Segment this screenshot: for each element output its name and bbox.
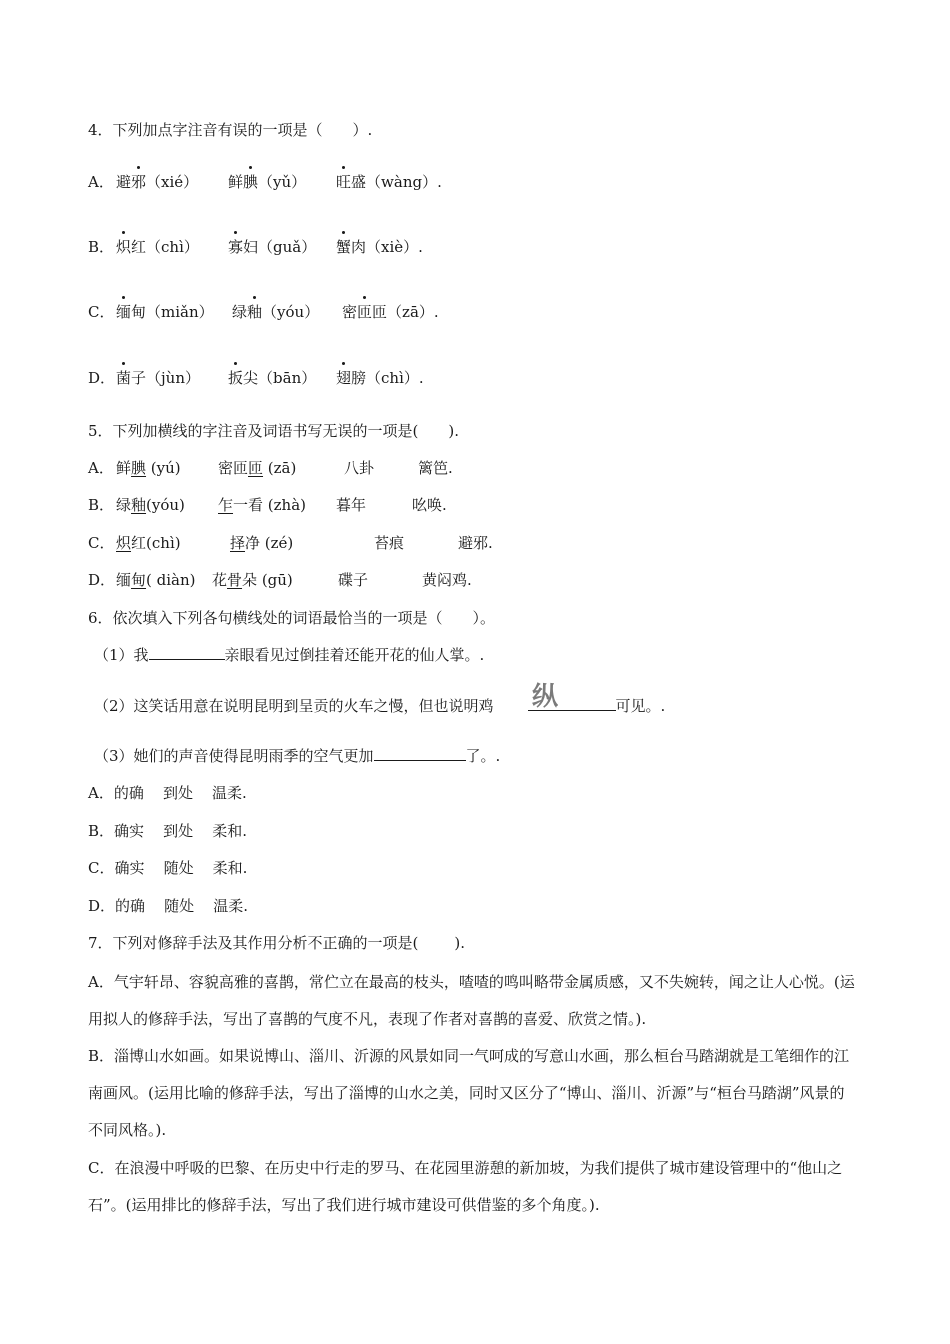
- q5-option-d-col3: 碟子: [338, 571, 369, 589]
- q4-option-a-word3: 旺盛（wàng）.: [336, 173, 442, 191]
- q4-option-b-label[interactable]: B．: [88, 238, 115, 256]
- q7-option-b[interactable]: B．淄博山水如画。如果说博山、淄川、沂源的风景如同一气呵成的写意山水画，那么桓台马踏湖就是工笔细作的江南画风。(运用比喻的修辞手法，写出了淄博的山水之美，同时又区分了“博山、淄川、沂源”与“桓台马踏湖”风景的不同风格。).: [88, 1047, 850, 1139]
- q4-option-d-word1: 菌子（jùn）: [116, 369, 201, 387]
- q6-sentence-2: （2）这笑话用意在说明昆明到呈贡的火车之慢，但也说明鸡 可见。.: [94, 697, 666, 715]
- q5-option-c-col3: 苔痕: [374, 534, 405, 552]
- q5-option-d-col2: 花骨朵 (gū): [212, 571, 293, 589]
- q7-option-c[interactable]: C．在浪漫中呼吸的巴黎、在历史中行走的罗马、在花园里游憩的新加坡，为我们提供了城市建设管理中的“他山之石”。(运用排比的修辞手法，写出了我们进行城市建设可供借鉴的多个角度。).: [88, 1159, 843, 1214]
- watermark-stamp: 纵: [532, 682, 559, 712]
- q4-option-c-word1: 缅甸（miǎn）: [116, 303, 214, 321]
- q4-option-d-word2: 扳尖（bān）: [228, 369, 317, 387]
- q5-option-a-col1: 鲜腆 (yú): [116, 459, 181, 477]
- q4-option-c-label[interactable]: C．: [88, 303, 115, 321]
- q4-option-d-word3: 翅膀（chì）.: [336, 369, 424, 387]
- q5-option-b-col1: 绿釉(yóu): [116, 496, 185, 514]
- q4-stem: 4．下列加点字注音有误的一项是（ ）.: [88, 121, 373, 139]
- q4-option-b-word3: 蟹肉（xiè）.: [336, 238, 423, 256]
- q5-option-c-col4: 避邪.: [458, 534, 493, 552]
- q7-option-a[interactable]: A．气宇轩昂、容貌高雅的喜鹊，常伫立在最高的枝头，喳喳的鸣叫略带金属质感，又不失婉转，闻之让人心悦。(运用拟人的修辞手法，写出了喜鹊的气度不凡，表现了作者对喜鹊的喜爱、欣赏之情。).: [88, 973, 855, 1028]
- q6-option-d[interactable]: D．的确 随处 温柔.: [88, 897, 248, 915]
- q4-option-a-word2: 鲜腆（yǔ）: [228, 173, 307, 191]
- q4-option-b-word1: 炽红（chì）: [116, 238, 199, 256]
- q5-option-a-col3: 八卦: [344, 459, 375, 477]
- q6-sentence-3: （3）她们的声音使得昆明雨季的空气更加 了。.: [94, 747, 501, 765]
- q5-option-c-col2: 择净 (zé): [230, 534, 294, 552]
- q4-option-b-word2: 寡妇（guǎ）: [228, 238, 317, 256]
- q5-option-b-col2: 乍一看 (zhà): [218, 496, 307, 514]
- q4-option-c-word3: 密匝匝（zā）.: [342, 303, 439, 321]
- q5-option-d-col4: 黄闷鸡.: [422, 571, 472, 589]
- q6-option-a[interactable]: A．的确 到处 温柔.: [88, 784, 247, 802]
- q6-option-c[interactable]: C．确实 随处 柔和.: [88, 859, 248, 877]
- q5-stem: 5．下列加横线的字注音及词语书写无误的一项是( ).: [88, 422, 460, 440]
- q5-option-d-col1: 缅甸( diàn): [116, 571, 196, 589]
- q5-option-b-col3: 暮年: [336, 496, 367, 514]
- q5-option-d-label[interactable]: D．: [88, 571, 116, 589]
- q5-option-b-label[interactable]: B．: [88, 496, 115, 514]
- q4-option-a-label[interactable]: A．: [88, 173, 114, 191]
- q4-option-a-word1: 避邪（xié）: [116, 173, 199, 191]
- fill-blank-1[interactable]: [149, 645, 225, 660]
- q5-option-a-col2: 密匝匝 (zā): [218, 459, 297, 477]
- q5-option-a-col4: 篱笆.: [418, 459, 453, 477]
- q6-sentence-1: （1）我 亲眼看见过倒挂着还能开花的仙人掌。.: [94, 646, 485, 664]
- q4-option-d-label[interactable]: D．: [88, 369, 116, 387]
- q6-stem: 6．依次填入下列各句横线处的词语最恰当的一项是（ ）。: [88, 609, 496, 627]
- q5-option-c-col1: 炽红(chì): [116, 534, 181, 552]
- q7-stem: 7．下列对修辞手法及其作用分析不正确的一项是( ).: [88, 934, 466, 952]
- q4-option-c-word2: 绿釉（yóu）: [232, 303, 320, 321]
- q5-option-b-col4: 吆唤.: [412, 496, 447, 514]
- q6-option-b[interactable]: B．确实 到处 柔和.: [88, 822, 247, 840]
- fill-blank-3[interactable]: [374, 746, 466, 761]
- q5-option-c-label[interactable]: C．: [88, 534, 115, 552]
- q5-option-a-label[interactable]: A．: [88, 459, 114, 477]
